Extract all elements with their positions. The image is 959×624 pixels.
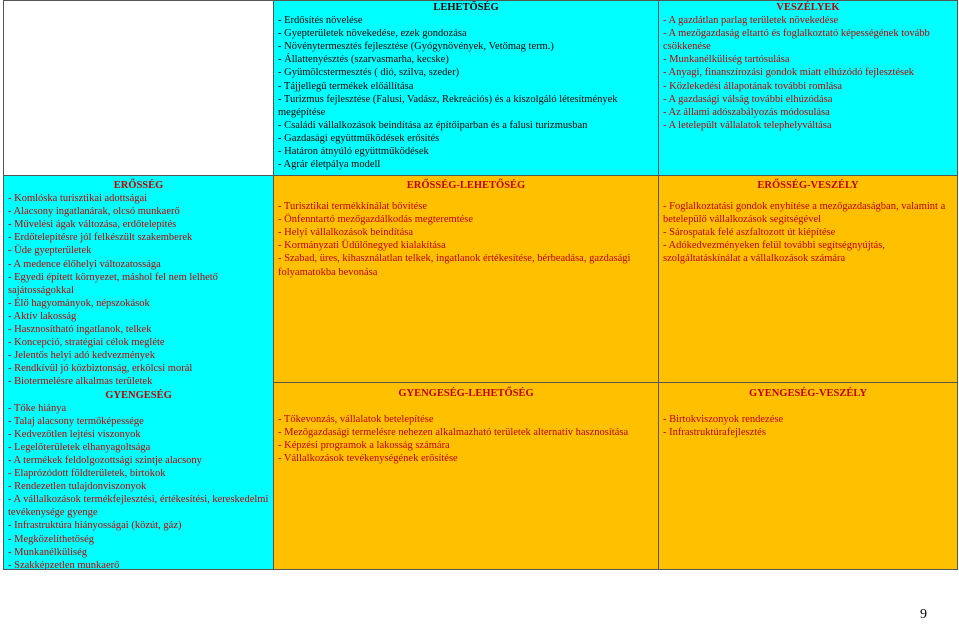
list-item: - Családi vállalkozások beindítása az építőiparban és a falusi turizmusban xyxy=(278,119,588,131)
list-item: - Alacsony ingatlanárak, olcsó munkaerő xyxy=(8,206,180,218)
veszelyek-list xyxy=(663,14,953,132)
list-item: - A gazdasági válság további elhúzódása xyxy=(663,93,833,105)
list-item: - Képzési programok a lakosság számára xyxy=(278,440,450,452)
list-item: - Turizmus fejlesztése (Falusi, Vadász, Rekreációs) és a kiszolgáló létesítmények megépítése xyxy=(278,93,618,118)
list-item: - Állattenyésztés (szarvasmarha, kecske) xyxy=(278,54,449,66)
list-item: - Művelési ágak változása, erdőtelepítés xyxy=(8,219,177,231)
veszelyek-title: VESZÉLYEK xyxy=(776,2,840,13)
list-item: - Tőke hiánya xyxy=(8,402,67,414)
page-number: 9 xyxy=(920,607,927,622)
list-item: - Elaprózódott földterületek, birtokok xyxy=(8,468,166,480)
erosseg-veszely-title: ERŐSSÉG-VESZÉLY xyxy=(757,180,859,191)
list-item: - Kedvezőtlen lejtési viszonyok xyxy=(8,428,141,440)
list-item: - Gyepterületek növekedése, ezek gondozása xyxy=(278,28,467,40)
list-item: - Biotermelésre alkalmas területek xyxy=(8,376,153,388)
list-item: - Rendkívül jó közbiztonság, erkölcsi morál xyxy=(8,363,193,375)
list-item: - Adókedvezményeken felül további segítségnyújtás, szolgáltatáskínálat a vállalkozások számára xyxy=(663,240,885,265)
list-item: - Talaj alacsony termőképessége xyxy=(8,415,144,427)
list-item: - A mezőgazdaság eltartó és foglalkoztató képességének tovább csökkenése xyxy=(663,28,930,53)
list-item: - Koncepció, stratégiai célok megléte xyxy=(8,337,165,349)
list-item: - Infrastruktúrafejlesztés xyxy=(663,427,766,439)
erosseg-veszely-list xyxy=(663,200,953,265)
list-item: - Erdősítés növelése xyxy=(278,15,363,27)
gyengeseg-veszely-list xyxy=(663,413,953,439)
erosseg-lehetoseg-list xyxy=(278,200,654,279)
list-item: - Kormányzati Üdülőnegyed kialakítása xyxy=(278,240,446,252)
list-item: - Rendezetlen tulajdonviszonyok xyxy=(8,481,147,493)
list-item: - Szabad, üres, kihasználatlan telkek, ingatlanok értékesítése, bérbeadása, gazdasági folyamatokba bevonása xyxy=(278,253,631,278)
list-item: - Önfenntartó mezőgazdálkodás megteremtése xyxy=(278,214,474,226)
list-item: - Agrár életpálya modell xyxy=(278,159,381,171)
list-item: - Birtokviszonyok rendezése xyxy=(663,414,784,426)
list-item: - Foglalkoztatási gondok enyhítése a mezőgazdaságban, valamint a betelepülő vállalkozások segítségével xyxy=(663,201,946,226)
list-item: - A termékek feldolgozottsági szintje alacsony xyxy=(8,454,202,466)
erosseg-list xyxy=(8,192,269,388)
gyengeseg-title: GYENGESÉG xyxy=(105,389,172,401)
list-item: - Tőkevonzás, vállalatok betelepítése xyxy=(278,414,434,426)
list-item: - Tájjellegű termékek előállítása xyxy=(278,80,414,92)
list-item: - Hasznosítható ingatlanok, telkek xyxy=(8,324,152,336)
erosseg-veszely-cell xyxy=(658,175,958,383)
erosseg-lehetoseg-cell xyxy=(273,175,659,383)
list-item: - Gazdasági együttműködések erősítés xyxy=(278,132,440,144)
list-item: - Növénytermesztés fejlesztése (Gyógynövények, Vetőmag term.) xyxy=(278,41,554,53)
list-item: - Helyi vállalkozások beindítása xyxy=(278,227,413,239)
list-item: - Közlekedési állapotának további romlása xyxy=(663,80,843,92)
gyengeseg-lehetoseg-list xyxy=(278,413,654,465)
list-item: - Anyagi, finanszírozási gondok miatt elhúzódó fejlesztések xyxy=(663,67,915,79)
list-item: - Turisztikai termékkínálat bővítése xyxy=(278,201,428,213)
erosseg-lehetoseg-title: ERŐSSÉG-LEHETŐSÉG xyxy=(406,180,526,191)
list-item: - Legelőterületek elhanyagoltsága xyxy=(8,441,151,453)
list-item: - Komlóska turisztikai adottságai xyxy=(8,193,148,205)
list-item: - Erdőtelepítésre jól felkészült szakemberek xyxy=(8,232,193,244)
list-item: - Aktív lakosság xyxy=(8,310,77,322)
list-item: - A vállalkozások termékfejlesztési, értékesítési, kereskedelmi tevékenysége gyenge xyxy=(8,494,269,519)
veszelyek-cell xyxy=(658,0,958,176)
list-item: - Infrastruktúra hiányosságai (közút, gáz) xyxy=(8,520,182,532)
gyengeseg-veszely-cell xyxy=(658,382,958,570)
erosseg-gyengeseg-cell xyxy=(3,175,274,570)
list-item: - A medence élőhelyi változatossága xyxy=(8,258,161,270)
list-item: - Megközelíthetőség xyxy=(8,533,95,545)
list-item: - A gazdátlan parlag területek növekedése xyxy=(663,15,839,27)
list-item: - Az állami adószabályozás módosulása xyxy=(663,106,830,118)
lehetoseg-title: LEHETŐSÉG xyxy=(433,2,499,13)
list-item: - Szakképzetlen munkaerő xyxy=(8,559,120,570)
list-item: - Sárospatak felé aszfaltozott út kiépítése xyxy=(663,227,836,239)
lehetoseg-list xyxy=(278,14,654,171)
gyengeseg-veszely-title: GYENGESÉG-VESZÉLY xyxy=(748,388,868,399)
list-item: - Gyümölcstermesztés ( dió, szilva, szeder) xyxy=(278,67,460,79)
erosseg-title: ERŐSSÉG xyxy=(113,180,164,191)
list-item: - Jelentős helyi adó kedvezmények xyxy=(8,350,155,362)
lehetoseg-cell xyxy=(273,0,659,176)
empty-corner-cell xyxy=(3,0,274,176)
gyengeseg-list xyxy=(8,402,269,570)
gyengeseg-lehetoseg-title: GYENGESÉG-LEHETŐSÉG xyxy=(398,388,534,399)
list-item: - Élő hagyományok, népszokások xyxy=(8,297,150,309)
list-item: - Határon átnyúló együttműködések xyxy=(278,146,429,158)
list-item: - Vállalkozások tevékenységének erősítése xyxy=(278,453,458,465)
list-item: - Üde gyepterületek xyxy=(8,245,92,257)
list-item: - Egyedi épített környezet, máshol fel nem lelhető sajátosságokkal xyxy=(8,271,218,296)
list-item: - Munkanélküliség tartósulása xyxy=(663,54,790,66)
list-item: - Munkanélküliség xyxy=(8,546,88,558)
list-item: - Mezőgazdasági termelésre nehezen alkalmazható területek alternatív hasznosítása xyxy=(278,427,629,439)
list-item: - A letelepült vállalatok telephelyváltása xyxy=(663,119,832,131)
gyengeseg-lehetoseg-cell xyxy=(273,382,659,570)
